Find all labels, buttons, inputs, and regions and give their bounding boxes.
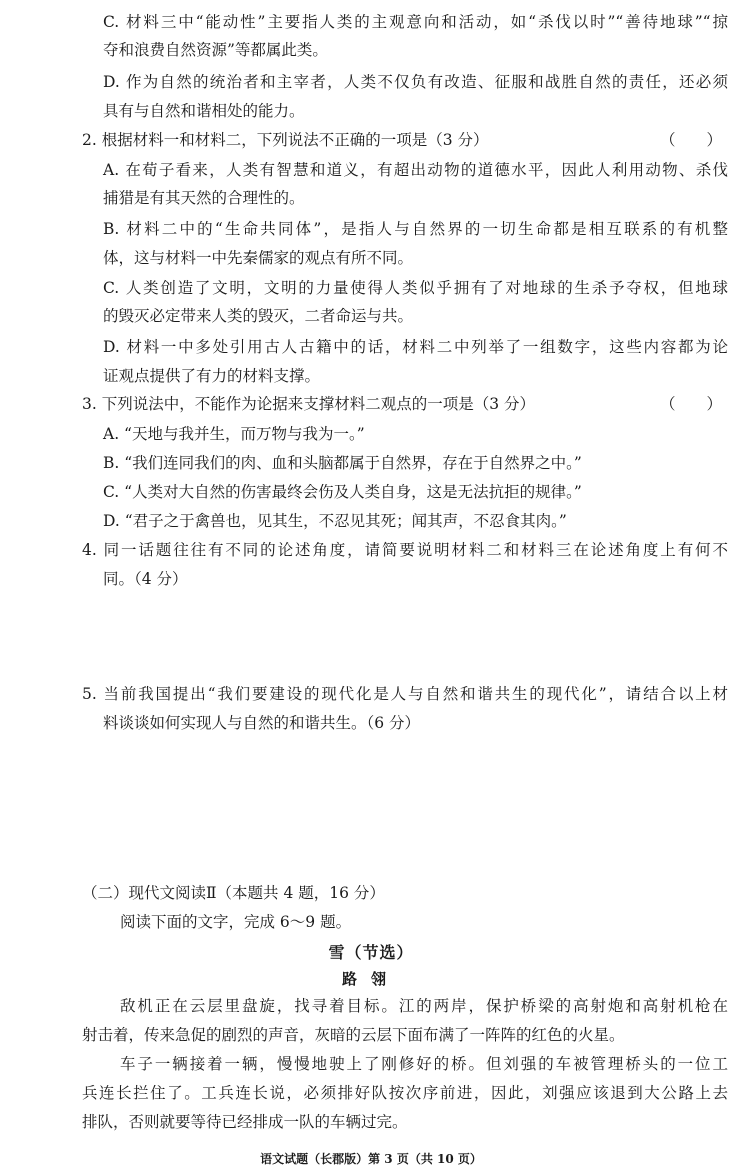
- q2-option-c-line1: C. 人类创造了文明，文明的力量使得人类似乎拥有了对地球的生杀予夺权，但地球: [103, 279, 728, 297]
- q2-stem: 2. 根据材料一和材料二，下列说法不正确的一项是（3 分）: [82, 131, 489, 149]
- q2-option-c-line2: 的毁灭必定带来人类的毁灭，二者命运与共。: [103, 307, 414, 325]
- q3-option-a: A. “天地与我并生，而万物与我为一。”: [103, 425, 365, 443]
- passage-title: 雪（节选）: [328, 943, 414, 962]
- passage-author: 路翎: [341, 970, 400, 988]
- passage-p2-line2: 兵连长拦住了。工兵连长说，必须排好队按次序前进，因此，刘强应该退到大公路上去: [82, 1084, 728, 1102]
- q5-stem-line2: 料谈谈如何实现人与自然的和谐共生。（6 分）: [103, 714, 421, 732]
- passage-p2-line3: 排队，否则就要等待已经排成一队的车辆过完。: [82, 1113, 408, 1131]
- passage-p1-line2: 射击着，传来急促的剧烈的声音，灰暗的云层下面布满了一阵阵的红色的火星。: [82, 1026, 625, 1044]
- section-instruction: 阅读下面的文字，完成 6～9 题。: [120, 913, 352, 931]
- q2-option-b-line2: 体，这与材料一中先秦儒家的观点有所不同。: [103, 249, 414, 267]
- q1-option-c-line2: 夺和浪费自然资源”等都属此类。: [103, 41, 328, 59]
- q3-option-d: D. “君子之于禽兽也，见其生，不忍见其死；闻其声，不忍食其肉。”: [103, 512, 567, 530]
- q3-option-b: B. “我们连同我们的肉、血和头脑都属于自然界，存在于自然界之中。”: [103, 454, 582, 472]
- q1-option-c-line1: C. 材料三中“能动性”主要指人类的主观意向和活动，如“杀伐以时”“善待地球”“掠: [103, 13, 728, 31]
- q2-answer-paren[interactable]: （ ）: [660, 131, 723, 149]
- q3-answer-paren[interactable]: （ ）: [660, 395, 723, 413]
- passage-p2-line1: 车子一辆接着一辆，慢慢地驶上了刚修好的桥。但刘强的车被管理桥头的一位工: [120, 1055, 728, 1073]
- q2-option-a-line2: 捕猎是有其天然的合理性的。: [103, 189, 305, 207]
- q2-option-b-line1: B. 材料二中的“生命共同体”，是指人与自然界的一切生命都是相互联系的有机整: [103, 220, 728, 238]
- passage-p1-line1: 敌机正在云层里盘旋，找寻着目标。江的两岸，保护桥梁的高射炮和高射机枪在: [120, 997, 728, 1015]
- q4-stem-line2: 同。（4 分）: [103, 570, 188, 588]
- q1-option-d-line2: 具有与自然和谐相处的能力。: [103, 102, 305, 120]
- q2-option-d-line1: D. 材料一中多处引用古人古籍中的话，材料二中列举了一组数字，这些内容都为论: [103, 338, 728, 356]
- page-footer: 语文试题（长郡版）第 3 页（共 10 页）: [260, 1152, 482, 1166]
- section-heading: （二）现代文阅读Ⅱ（本题共 4 题，16 分）: [82, 884, 385, 902]
- q2-option-a-line1: A. 在荀子看来，人类有智慧和道义，有超出动物的道德水平，因此人利用动物、杀伐: [103, 161, 728, 179]
- q5-stem-line1: 5. 当前我国提出“我们要建设的现代化是人与自然和谐共生的现代化”，请结合以上材: [82, 685, 728, 703]
- q3-stem: 3. 下列说法中，不能作为论据来支撑材料二观点的一项是（3 分）: [82, 395, 536, 413]
- q1-option-d-line1: D. 作为自然的统治者和主宰者，人类不仅负有改造、征服和战胜自然的责任，还必须: [103, 73, 728, 91]
- q3-option-c: C. “人类对大自然的伤害最终会伤及人类自身，这是无法抗拒的规律。”: [103, 483, 582, 501]
- q4-stem-line1: 4. 同一话题往往有不同的论述角度，请简要说明材料二和材料三在论述角度上有何不: [82, 541, 728, 559]
- q2-option-d-line2: 证观点提供了有力的材料支撑。: [103, 367, 321, 385]
